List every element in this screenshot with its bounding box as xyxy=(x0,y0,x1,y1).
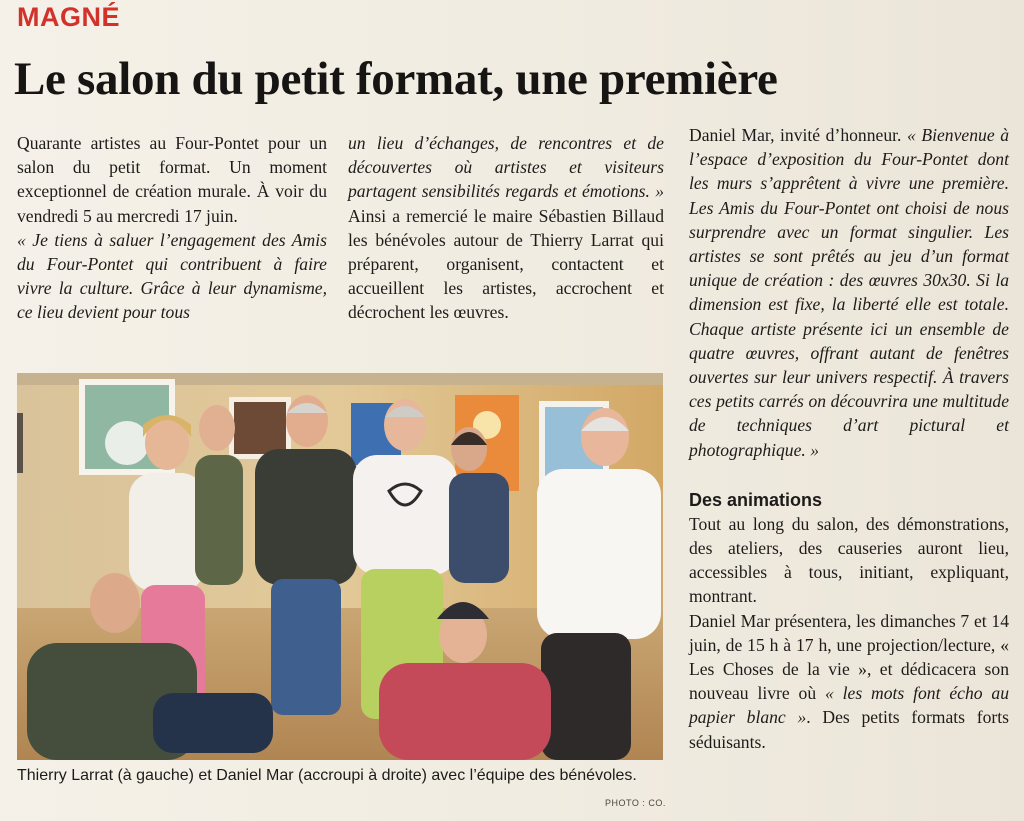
section-rubric: MAGNÉ xyxy=(17,2,120,32)
photo-caption: Thierry Larrat (à gauche) et Daniel Mar (accroupi à droite) avec l’équipe des bénévoles. xyxy=(17,767,637,784)
volunteers-paragraph: Ainsi a remercié le maire Sébastien Billaud les bénévoles autour de Thierry Larrat qui préparent, organisent, contactent et accueillent les artistes, accrochent et décrochent les œuvres. xyxy=(348,205,664,323)
closing-sentence: . Des petits formats forts séduisants. xyxy=(689,707,1009,752)
section-subhead: Des animations xyxy=(689,489,823,510)
article-column-1 xyxy=(17,131,327,325)
article-column-3 xyxy=(689,123,1009,754)
mayor-quote-start: « Je tiens à saluer l’engagement des Amis du Four-Pontet qui contribuent à faire vivre la culture. Grâce à leur dynamisme, ce lieu devient pour tous xyxy=(17,229,327,323)
guest-intro: Daniel Mar, invité d’honneur. xyxy=(689,125,907,145)
guest-quote: « Bienvenue à l’espace d’exposition du Four-Pontet dont les murs s’apprêtent à vivre une première. Les Amis du Four-Pontet ont choisi de nous surprendre avec un format singulier. Les artistes se sont prêtés au jeu d’un format unique de création : des œuvres 30x30. Si la dimension est fixe, la liberté elle est totale. Chaque artiste présente ici un ensemble de quatre œuvres, offrant autant de fenêtres ouvertes sur leur univers respectif. À travers ces petits carrés on découvrira une multitude de techniques d’art pictural et photographique. » xyxy=(689,125,1009,460)
article-headline: Le salon du petit format, une première xyxy=(14,53,778,105)
photo-credit: PHOTO : CO. xyxy=(605,798,666,808)
mayor-quote-end: un lieu d’échanges, de rencontres et de découvertes où artistes et visiteurs partagent sensibilités regards et émotions. » xyxy=(348,133,664,202)
animations-paragraph: Tout au long du salon, des démonstrations, des ateliers, des causeries auront lieu, accessibles à tous, initiant, expliquant, montrant. xyxy=(689,513,1009,607)
book-quote: « les mots font écho au papier blanc » xyxy=(689,683,1010,728)
volunteers-group-photo xyxy=(17,373,663,760)
article-column-2 xyxy=(348,131,664,325)
article-lead: Quarante artistes au Four-Pontet pour un salon du petit format. Un moment exceptionnel de création murale. À voir du vendredi 5 au mercredi 17 juin. xyxy=(17,133,327,226)
screening-paragraph: Daniel Mar présentera, les dimanches 7 et 14 juin, de 15 h à 17 h, une projection/lecture, « Les Choses de la vie », et dédicacera son nouveau livre où xyxy=(689,610,1009,704)
